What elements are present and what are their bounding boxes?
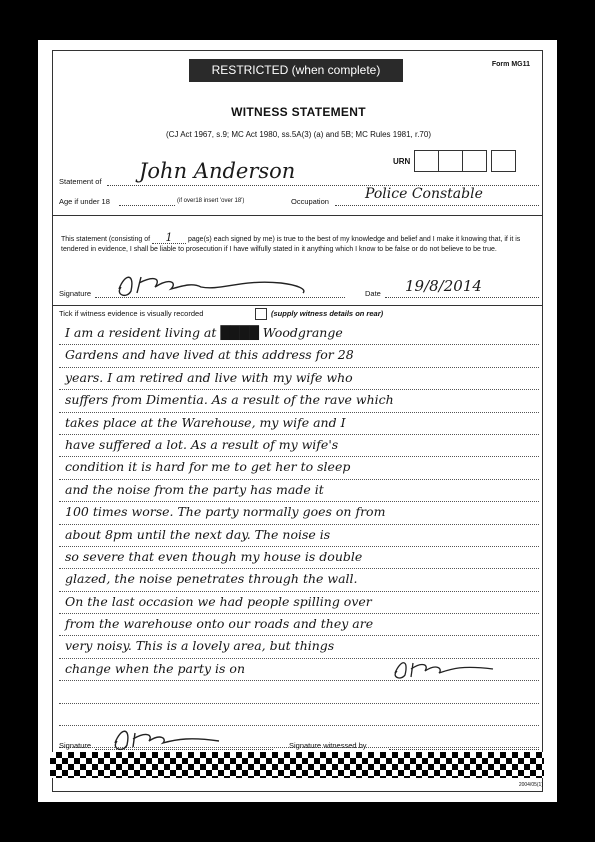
statement-line: very noisy. This is a lovely area, but things: [59, 636, 539, 658]
statement-line: I am a resident living at ████ Woodgrange: [59, 323, 539, 345]
visual-record-label: Tick if witness evidence is visually recorded: [59, 309, 204, 318]
occupation-value[interactable]: Police Constable: [365, 186, 483, 202]
closing-signature-scribble: [389, 655, 499, 681]
urn-box[interactable]: [491, 150, 516, 172]
age-label: Age if under 18: [59, 197, 110, 206]
restricted-banner: RESTRICTED (when complete): [189, 59, 403, 82]
declaration-text: [61, 233, 539, 254]
statement-line: [59, 704, 539, 726]
statement-line: from the warehouse onto our roads and they are: [59, 614, 539, 636]
urn-label: URN: [393, 157, 411, 166]
date-label: Date: [365, 289, 381, 298]
divider: [53, 305, 542, 306]
statement-line: glazed, the noise penetrates through the wall.: [59, 569, 539, 591]
urn-box[interactable]: [438, 150, 463, 172]
occupation-label: Occupation: [291, 197, 329, 206]
declaration-text-before: This statement (consisting of: [61, 236, 151, 243]
form-id: Form MG11: [491, 61, 530, 68]
statement-line: 100 times worse. The party normally goes on from: [59, 502, 539, 524]
statement-line: and the noise from the party has made it: [59, 480, 539, 502]
divider: [53, 215, 542, 216]
footer-signature-scribble[interactable]: [107, 725, 227, 753]
urn-boxes[interactable]: [415, 150, 516, 172]
urn-box[interactable]: [462, 150, 487, 172]
witnessed-label: Signature witnessed by: [289, 741, 367, 750]
date-line: [385, 297, 539, 298]
witnessed-line[interactable]: [389, 749, 539, 750]
form-title: WITNESS STATEMENT: [231, 105, 366, 119]
statement-line: [59, 681, 539, 703]
visual-record-checkbox[interactable]: [255, 308, 267, 320]
urn-box[interactable]: [414, 150, 439, 172]
age-line[interactable]: [119, 205, 175, 206]
checker-border: [50, 752, 544, 778]
statement-body[interactable]: [59, 323, 539, 748]
signature-scribble[interactable]: [111, 269, 321, 299]
declaration-text-after: page(s) each signed by me) is true to the best of my knowledge and belief and I make it knowing that, if it is tendered in evidence, I shall be liable to prosecution if I have wilfully stated in it anything which I know to be false or do not believe to be true.: [61, 236, 521, 253]
form-frame: [52, 50, 543, 792]
age-hint: (if over18 insert 'over 18'): [177, 198, 245, 204]
statement-of-value[interactable]: John Anderson: [139, 159, 296, 183]
form-legal-reference: (CJ Act 1967, s.9; MC Act 1980, ss.5A(3) (a) and 5B; MC Rules 1981, r.70): [165, 130, 431, 139]
statement-line: Gardens and have lived at this address for 28: [59, 345, 539, 367]
signature-label: Signature: [59, 289, 92, 298]
visual-record-hint: (supply witness details on rear): [271, 309, 384, 318]
form-sheet: [38, 40, 557, 802]
pages-value[interactable]: 1: [152, 233, 186, 244]
statement-of-label: Statement of: [59, 177, 102, 186]
statement-line: suffers from Dimentia. As a result of the rave which: [59, 390, 539, 412]
statement-line: takes place at the Warehouse, my wife and I: [59, 413, 539, 435]
form-code: 2004/05(1): [518, 782, 543, 788]
statement-line: so severe that even though my house is double: [59, 547, 539, 569]
footer-signature-label: Signature: [59, 741, 92, 750]
statement-line: change when the party is on: [59, 659, 539, 681]
date-value[interactable]: 19/8/2014: [405, 277, 482, 295]
statement-line: years. I am retired and live with my wife who: [59, 368, 539, 390]
occupation-line: [335, 205, 539, 206]
statement-line: condition it is hard for me to get her to sleep: [59, 457, 539, 479]
statement-line: about 8pm until the next day. The noise is: [59, 525, 539, 547]
statement-line: have suffered a lot. As a result of my wife's: [59, 435, 539, 457]
statement-line: On the last occasion we had people spilling over: [59, 592, 539, 614]
